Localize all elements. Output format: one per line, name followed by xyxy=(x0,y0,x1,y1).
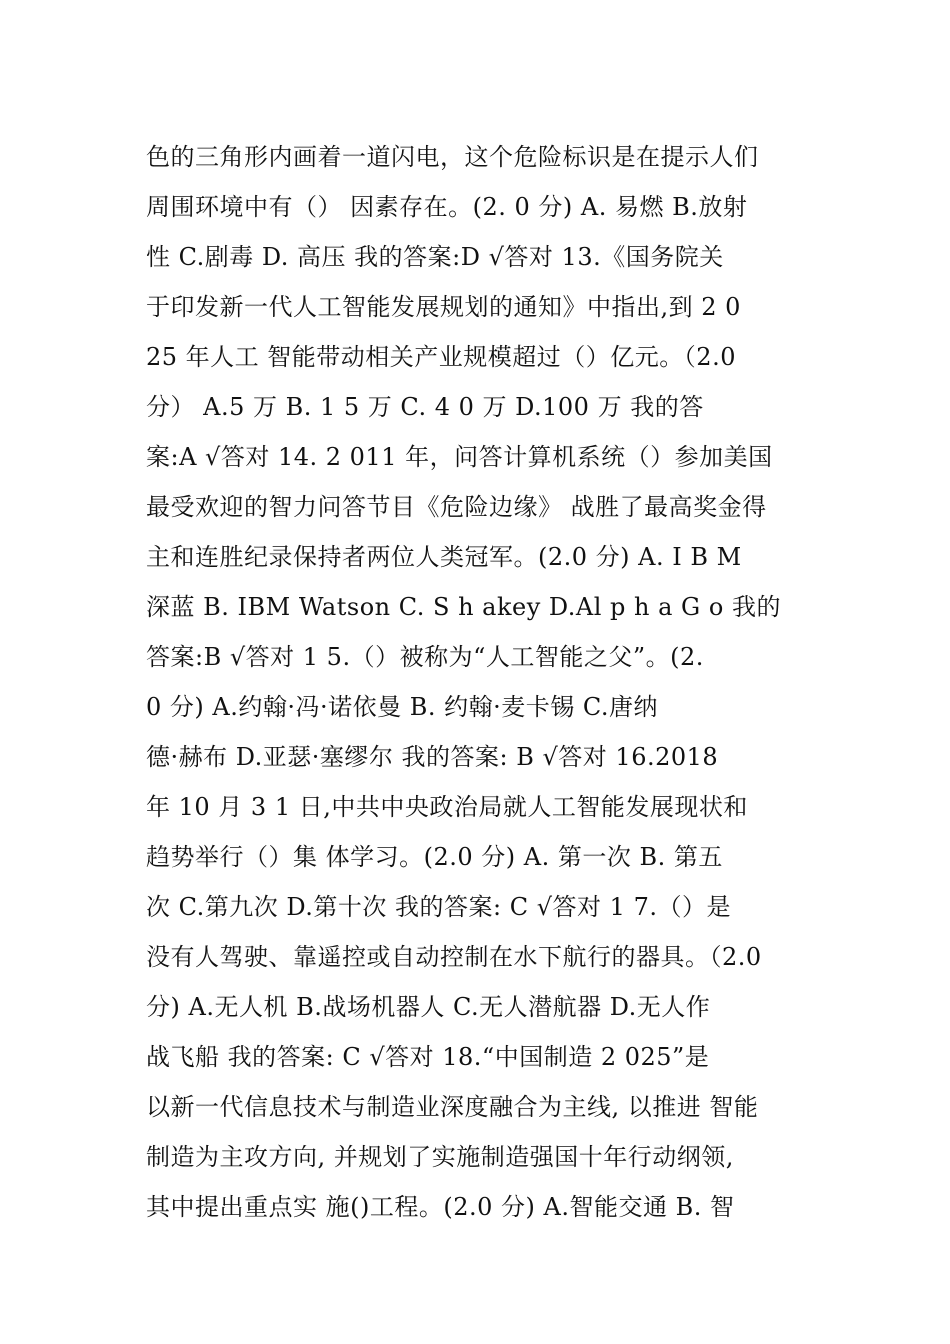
text-line-3: 性 C.剧毒 D. 高压 我的答案:D √答对 13.《国务院关 xyxy=(146,243,724,271)
text-line-7: 案:A √答对 14. 2 011 年，问答计算机系统（）参加美国 xyxy=(146,443,773,471)
text-line-19: 战飞船 我的答案: C √答对 18.“中国制造 2 025”是 xyxy=(146,1043,710,1071)
text-line-13: 德·赫布 D.亚瑟·塞缪尔 我的答案: B √答对 16.2018 xyxy=(146,743,719,771)
text-line-16: 次 C.第九次 D.第十次 我的答案: C √答对 1 7.（）是 xyxy=(146,893,731,921)
document-body-text xyxy=(146,132,808,1232)
text-line-1: 色的三角形内画着一道闪电，这个危险标识是在提示人们 xyxy=(146,143,759,171)
text-line-11: 答案:B √答对 1 5.（）被称为“人工智能之父”。(2. xyxy=(146,643,704,671)
text-line-21: 制造为主攻方向, 并规划了实施制造强国十年行动纲领, xyxy=(146,1143,734,1171)
text-line-4: 于印发新一代人工智能发展规划的通知》中指出,到 2 0 xyxy=(146,293,741,321)
text-line-17: 没有人驾驶、靠遥控或自动控制在水下航行的器具。（2.0 xyxy=(146,943,762,971)
text-line-8: 最受欢迎的智力问答节目《危险边缘》 战胜了最高奖金得 xyxy=(146,493,767,521)
text-line-18: 分) A.无人机 B.战场机器人 C.无人潜航器 D.无人作 xyxy=(146,993,711,1021)
text-line-20: 以新一代信息技术与制造业深度融合为主线, 以推进 智能 xyxy=(146,1093,759,1121)
text-line-6: 分） A.5 万 B. 1 5 万 C. 4 0 万 D.100 万 我的答 xyxy=(146,393,704,421)
text-line-12: 0 分) A.约翰·冯·诺依曼 B. 约翰·麦卡锡 C.唐纳 xyxy=(146,693,659,721)
text-line-2: 周围环境中有（） 因素存在。(2. 0 分) A. 易燃 B.放射 xyxy=(146,193,748,221)
text-line-22: 其中提出重点实 施()工程。(2.0 分) A.智能交通 B. 智 xyxy=(146,1193,735,1221)
text-line-9: 主和连胜纪录保持者两位人类冠军。(2.0 分) A. I B M xyxy=(146,543,742,571)
text-line-15: 趋势举行（）集 体学习。(2.0 分) A. 第一次 B. 第五 xyxy=(146,843,723,871)
text-line-5: 25 年人工 智能带动相关产业规模超过（）亿元。（2.0 xyxy=(146,343,736,371)
text-line-10: 深蓝 B. IBM Watson C. S h akey D.Al p h a G o 我的 xyxy=(146,593,781,621)
text-line-14: 年 10 月 3 1 日,中共中央政治局就人工智能发展现状和 xyxy=(146,793,748,821)
